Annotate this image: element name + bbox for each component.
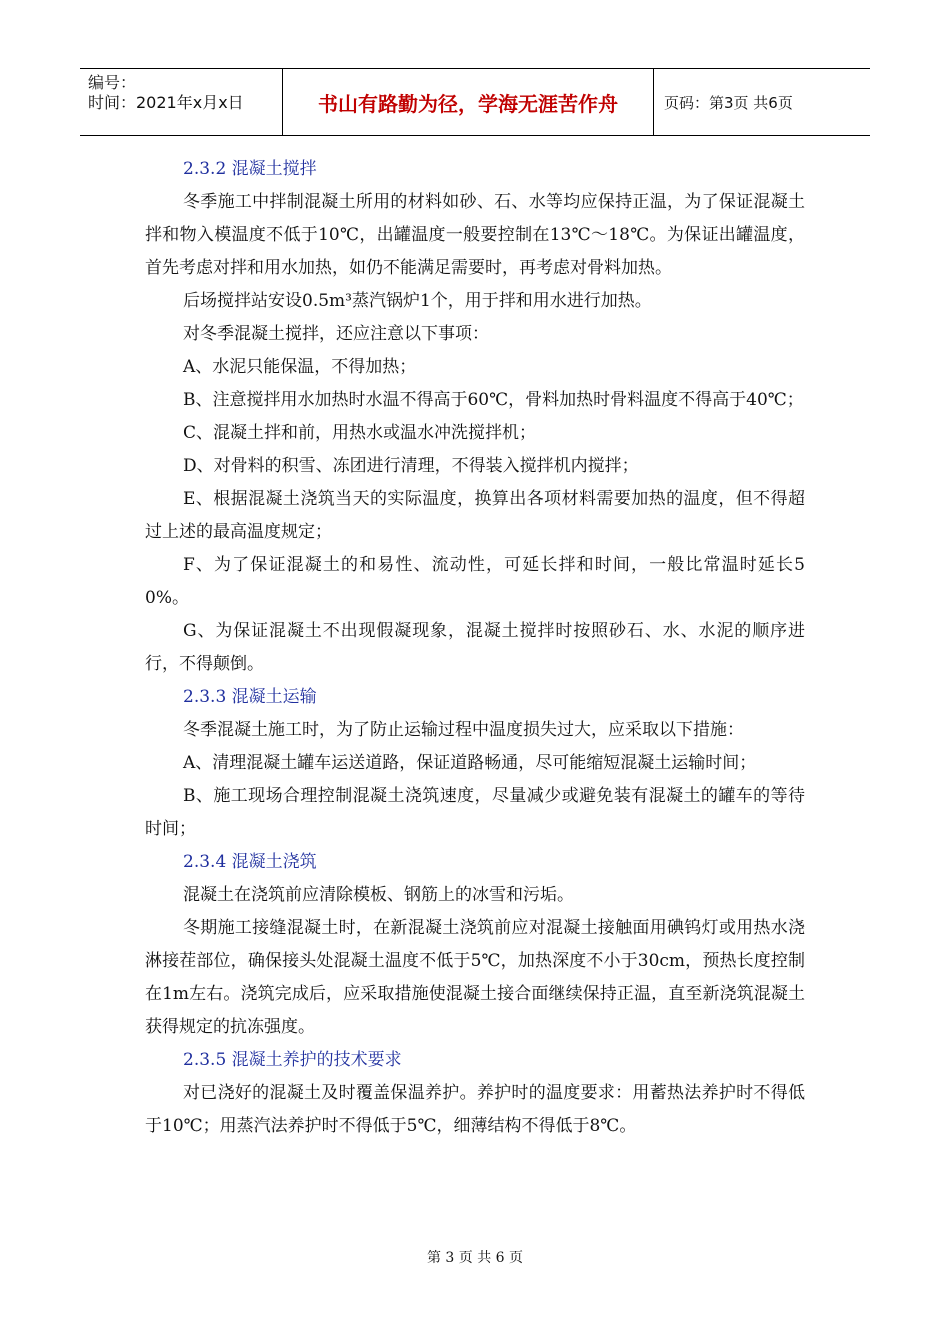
list-item: E、根据混凝土浇筑当天的实际温度，换算出各项材料需要加热的温度，但不得超过上述的最高温度规定； (145, 489, 805, 542)
motto-text: 书山有路勤为径，学海无涯苦作舟 (318, 91, 618, 116)
paragraph: 冬季混凝土施工时，为了防止运输过程中温度损失过大，应采取以下措施： (183, 720, 744, 740)
section-233 (145, 681, 805, 846)
paragraph: 后场搅拌站安设0.5m³蒸汽锅炉1个，用于拌和用水进行加热。 (183, 291, 652, 311)
list-item: B、施工现场合理控制混凝土浇筑速度，尽量减少或避免装有混凝土的罐车的等待时间； (145, 786, 805, 839)
paragraph: 对冬季混凝土搅拌，还应注意以下事项： (183, 324, 489, 344)
header-motto-cell (283, 69, 654, 135)
page-info: 页码：第3页 共6页 (664, 93, 793, 112)
section-234 (145, 846, 805, 1044)
page-footer (0, 1247, 950, 1267)
document-body (145, 153, 805, 1143)
list-item: A、水泥只能保温，不得加热； (183, 357, 417, 377)
paragraph: 冬季施工中拌制混凝土所用的材料如砂、石、水等均应保持正温，为了保证混凝土拌和物入模温度不低于10℃，出罐温度一般要控制在13℃～18℃。为保证出罐温度，首先考虑对拌和用水加热，如仍不能满足需要时，再考虑对骨料加热。 (145, 192, 805, 278)
header-table (80, 68, 870, 136)
footer-page-number: 第 3 页 共 6 页 (426, 1250, 524, 1266)
paragraph: 混凝土在浇筑前应清除模板、钢筋上的冰雪和污垢。 (183, 885, 574, 905)
list-item: D、对骨料的积雪、冻团进行清理，不得装入搅拌机内搅拌； (183, 456, 639, 476)
section-232 (145, 153, 805, 681)
section-heading: 2.3.2 混凝土搅拌 (183, 159, 317, 179)
section-heading: 2.3.3 混凝土运输 (183, 687, 317, 707)
list-item: A、清理混凝土罐车运送道路，保证道路畅通，尽可能缩短混凝土运输时间； (183, 753, 757, 773)
paragraph: 冬期施工接缝混凝土时，在新混凝土浇筑前应对混凝土接触面用碘钨灯或用热水浇淋接茬部位，确保接头处混凝土温度不低于5℃，加热深度不小于30cm，预热长度控制在1m左右。浇筑完成后，应采取措施使混凝土接合面继续保持正温，直至新浇筑混凝土获得规定的抗冻强度。 (145, 918, 805, 1037)
header-meta-cell (80, 69, 283, 135)
list-item: B、注意搅拌用水加热时水温不得高于60℃，骨料加热时骨料温度不得高于40℃； (183, 390, 804, 410)
list-item: C、混凝土拌和前，用热水或温水冲洗搅拌机； (183, 423, 537, 443)
paragraph: 对已浇好的混凝土及时覆盖保温养护。养护时的温度要求：用蓄热法养护时不得低于10℃；用蒸汽法养护时不得低于5℃，细薄结构不得低于8℃。 (145, 1083, 805, 1136)
header-page-cell (654, 69, 870, 135)
list-item: G、为保证混凝土不出现假凝现象，混凝土搅拌时按照砂石、水、水泥的顺序进行，不得颠倒。 (145, 621, 805, 674)
number-label: 编号： (88, 73, 137, 92)
section-235 (145, 1044, 805, 1143)
list-item: F、为了保证混凝土的和易性、流动性，可延长拌和时间，一般比常温时延长50%。 (145, 555, 805, 608)
time-label: 时间：2021年x月x日 (88, 93, 244, 112)
section-heading: 2.3.4 混凝土浇筑 (183, 852, 317, 872)
section-heading: 2.3.5 混凝土养护的技术要求 (183, 1050, 402, 1070)
